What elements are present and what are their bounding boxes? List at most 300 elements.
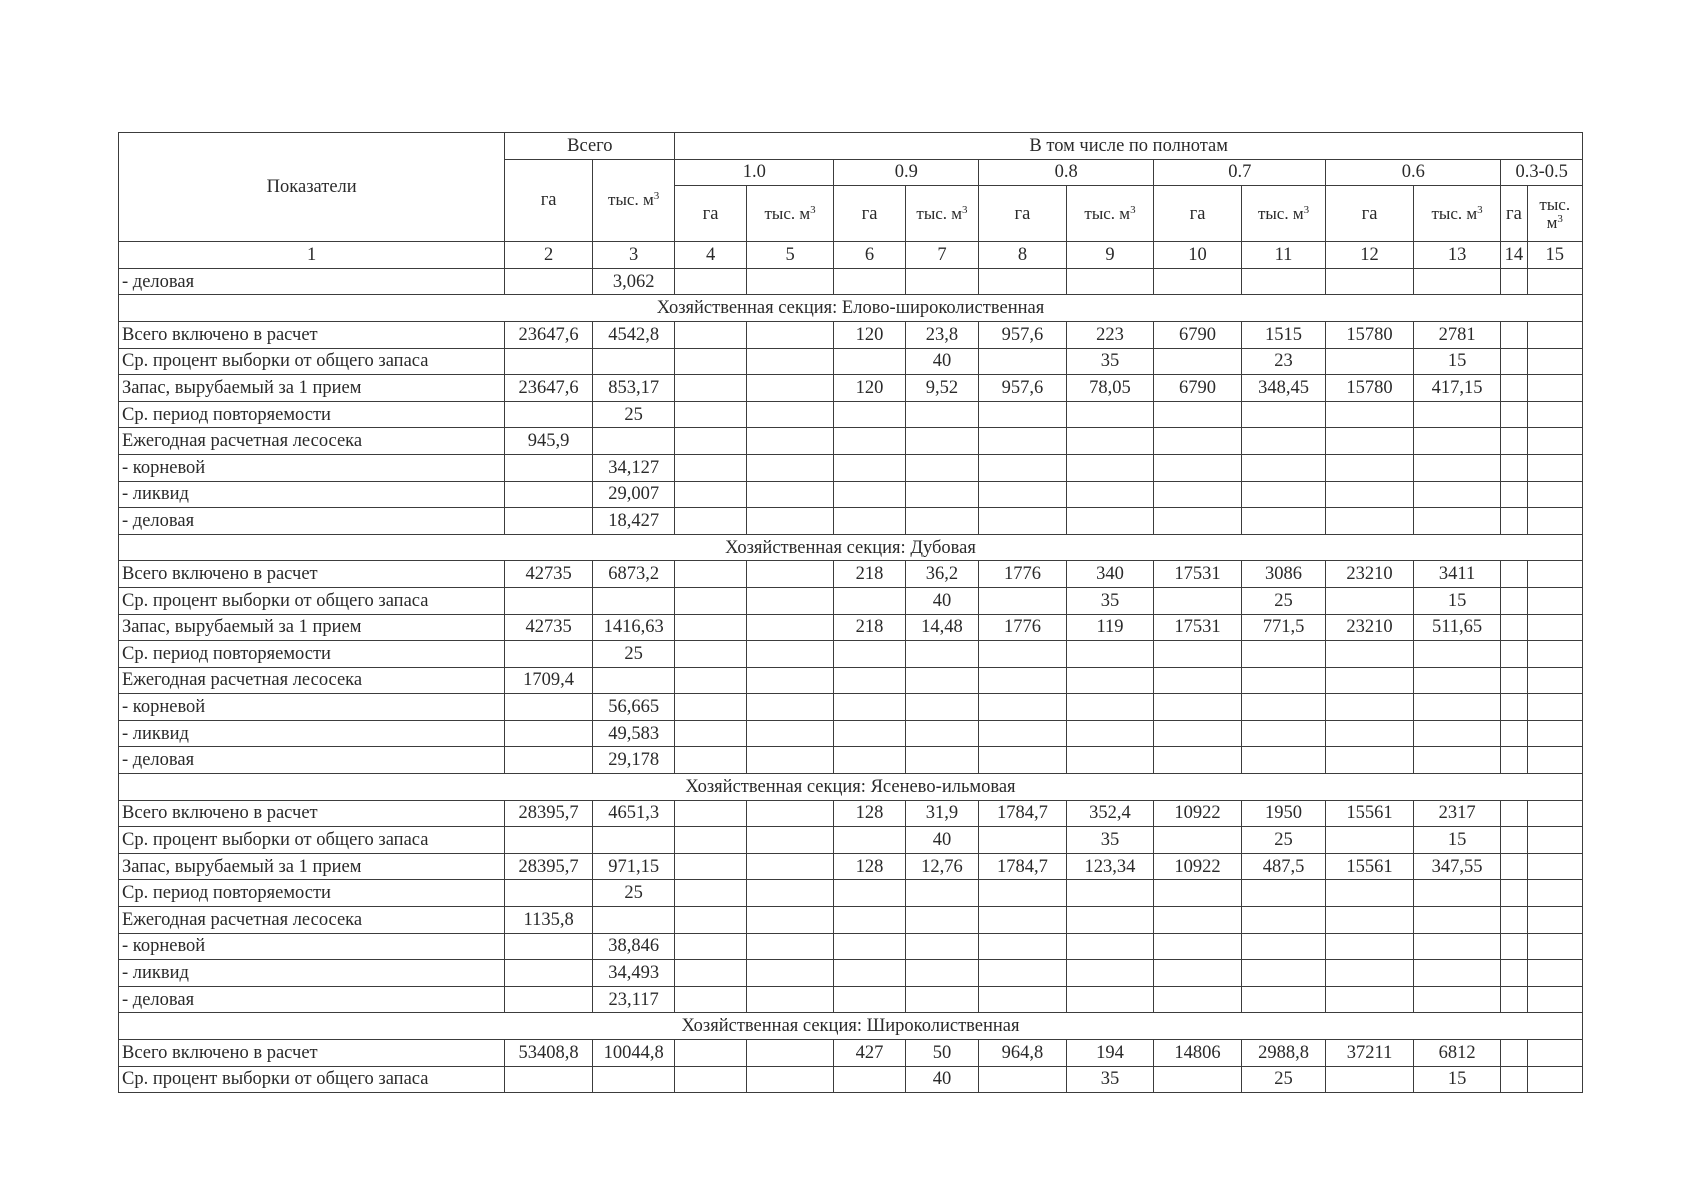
row-label: - ликвид: [119, 720, 505, 747]
table-cell: [1326, 880, 1414, 907]
table-cell: 28395,7: [505, 853, 593, 880]
table-cell: 78,05: [1066, 375, 1154, 402]
table-cell: [675, 508, 746, 535]
col-number: 9: [1066, 242, 1154, 269]
table-cell: [1326, 907, 1414, 934]
row-label: Всего включено в расчет: [119, 321, 505, 348]
table-cell: [675, 428, 746, 455]
table-cell: 40: [905, 1066, 978, 1093]
table-cell: 2781: [1413, 321, 1501, 348]
table-row: [119, 401, 1583, 428]
table-cell: [1413, 960, 1501, 987]
table-cell: [979, 694, 1067, 721]
table-cell: [1501, 933, 1527, 960]
table-cell: [675, 268, 746, 295]
table-cell: 25: [592, 401, 675, 428]
table-cell: 6873,2: [592, 561, 675, 588]
table-cell: [675, 614, 746, 641]
table-cell: [1326, 587, 1414, 614]
table-cell: [1527, 321, 1583, 348]
table-row: [119, 587, 1583, 614]
table-row: [119, 321, 1583, 348]
row-label: Запас, вырубаемый за 1 прием: [119, 853, 505, 880]
table-cell: [675, 986, 746, 1013]
table-cell: [1326, 508, 1414, 535]
header-m3: тыс. $м^3$: [1527, 186, 1583, 242]
col-number: 13: [1413, 242, 1501, 269]
table-cell: [1154, 986, 1242, 1013]
table-cell: 35: [1066, 348, 1154, 375]
table-cell: [834, 907, 905, 934]
table-cell: [675, 853, 746, 880]
table-cell: [675, 827, 746, 854]
table-cell: [1501, 1066, 1527, 1093]
forest-felling-table: [118, 132, 1583, 1093]
table-cell: [505, 401, 593, 428]
table-cell: [746, 428, 834, 455]
table-cell: [1154, 827, 1242, 854]
table-cell: 12,76: [905, 853, 978, 880]
row-label: Ср. процент выборки от общего запаса: [119, 587, 505, 614]
table-cell: 511,65: [1413, 614, 1501, 641]
table-cell: [1413, 641, 1501, 668]
table-cell: [746, 401, 834, 428]
table-cell: [1501, 268, 1527, 295]
header-total-ha: га: [505, 159, 593, 242]
table-cell: 853,17: [592, 375, 675, 402]
table-cell: [1527, 827, 1583, 854]
table-cell: [1066, 960, 1154, 987]
table-cell: [905, 720, 978, 747]
table-cell: [1501, 321, 1527, 348]
table-cell: [834, 880, 905, 907]
table-cell: [1241, 694, 1326, 721]
header-density-1-0: 1.0: [675, 159, 834, 186]
table-cell: [1527, 853, 1583, 880]
table-cell: 35: [1066, 1066, 1154, 1093]
table-cell: [1241, 986, 1326, 1013]
header-density-0-6: 0.6: [1326, 159, 1501, 186]
table-cell: [1501, 880, 1527, 907]
table-cell: 348,45: [1241, 375, 1326, 402]
table-cell: 119: [1066, 614, 1154, 641]
table-cell: [1154, 960, 1242, 987]
table-cell: [1241, 720, 1326, 747]
table-cell: [505, 268, 593, 295]
table-cell: 2317: [1413, 800, 1501, 827]
col-number: 12: [1326, 242, 1414, 269]
table-cell: [834, 1066, 905, 1093]
table-cell: 123,34: [1066, 853, 1154, 880]
table-cell: [905, 641, 978, 668]
table-cell: [1527, 614, 1583, 641]
table-cell: [1326, 481, 1414, 508]
table-cell: [746, 800, 834, 827]
col-number: 6: [834, 242, 905, 269]
section-title: Хозяйственная секция: Широколиственная: [119, 1013, 1583, 1040]
header-ha: га: [1501, 186, 1527, 242]
table-cell: [979, 880, 1067, 907]
section-header-row: [119, 1013, 1583, 1040]
col-number: 8: [979, 242, 1067, 269]
table-cell: [1527, 667, 1583, 694]
row-label: Всего включено в расчет: [119, 561, 505, 588]
table-cell: [1241, 641, 1326, 668]
table-cell: 29,178: [592, 747, 675, 774]
table-cell: 42735: [505, 561, 593, 588]
table-cell: 9,52: [905, 375, 978, 402]
row-label: - ликвид: [119, 481, 505, 508]
row-label: Запас, вырубаемый за 1 прием: [119, 614, 505, 641]
header-ha: га: [1326, 186, 1414, 242]
table-cell: 38,846: [592, 933, 675, 960]
table-cell: 487,5: [1241, 853, 1326, 880]
table-cell: [834, 454, 905, 481]
table-cell: [1501, 986, 1527, 1013]
table-cell: [1326, 641, 1414, 668]
table-cell: [1501, 481, 1527, 508]
header-density-0-8: 0.8: [979, 159, 1154, 186]
table-cell: [746, 694, 834, 721]
table-row: [119, 800, 1583, 827]
table-cell: 25: [1241, 587, 1326, 614]
table-cell: 964,8: [979, 1040, 1067, 1067]
header-indicators: Показатели: [119, 133, 505, 242]
table-cell: [1326, 720, 1414, 747]
header-ha: га: [1154, 186, 1242, 242]
table-cell: [1326, 428, 1414, 455]
table-cell: [1154, 428, 1242, 455]
table-cell: [1527, 800, 1583, 827]
table-cell: [746, 561, 834, 588]
table-cell: 40: [905, 348, 978, 375]
table-cell: [1241, 508, 1326, 535]
table-cell: [905, 960, 978, 987]
table-cell: [1066, 428, 1154, 455]
table-cell: [1241, 880, 1326, 907]
header-total-m3: тыс. $м^3$: [592, 159, 675, 242]
table-cell: [505, 587, 593, 614]
table-cell: [979, 960, 1067, 987]
col-number: 2: [505, 242, 593, 269]
table-cell: 40: [905, 827, 978, 854]
table-cell: [746, 508, 834, 535]
table-cell: [1527, 1066, 1583, 1093]
table-cell: 40: [905, 587, 978, 614]
table-cell: [675, 800, 746, 827]
table-cell: [1527, 508, 1583, 535]
table-cell: [1413, 481, 1501, 508]
table-cell: 15561: [1326, 853, 1414, 880]
row-label: Ср. процент выборки от общего запаса: [119, 348, 505, 375]
table-cell: [1501, 694, 1527, 721]
table-cell: 15780: [1326, 375, 1414, 402]
table-row: [119, 880, 1583, 907]
table-cell: [905, 747, 978, 774]
table-cell: 23647,6: [505, 375, 593, 402]
header-ha: га: [979, 186, 1067, 242]
col-number: 7: [905, 242, 978, 269]
table-row: [119, 827, 1583, 854]
col-number: 15: [1527, 242, 1583, 269]
table-row: [119, 614, 1583, 641]
table-cell: [746, 986, 834, 1013]
table-cell: [1154, 907, 1242, 934]
table-cell: [592, 587, 675, 614]
table-cell: 128: [834, 853, 905, 880]
col-number: 1: [119, 242, 505, 269]
table-cell: [675, 667, 746, 694]
table-cell: [746, 827, 834, 854]
table-cell: [675, 880, 746, 907]
table-cell: [979, 827, 1067, 854]
table-cell: 347,55: [1413, 853, 1501, 880]
col-number: 3: [592, 242, 675, 269]
table-cell: [592, 827, 675, 854]
section-header-row: [119, 295, 1583, 322]
table-cell: [675, 561, 746, 588]
table-cell: [834, 747, 905, 774]
table-cell: 18,427: [592, 508, 675, 535]
table-cell: [1326, 667, 1414, 694]
table-row: [119, 641, 1583, 668]
table-cell: 4651,3: [592, 800, 675, 827]
table-cell: 28395,7: [505, 800, 593, 827]
table-cell: 427: [834, 1040, 905, 1067]
table-cell: [1413, 454, 1501, 481]
table-cell: [905, 428, 978, 455]
col-number: 5: [746, 242, 834, 269]
table-row: [119, 986, 1583, 1013]
table-cell: [1527, 401, 1583, 428]
table-cell: 2988,8: [1241, 1040, 1326, 1067]
table-cell: [746, 481, 834, 508]
table-cell: [1501, 641, 1527, 668]
table-cell: 4542,8: [592, 321, 675, 348]
table-cell: [834, 667, 905, 694]
table-cell: [905, 481, 978, 508]
table-cell: [1241, 933, 1326, 960]
table-cell: [1501, 454, 1527, 481]
row-label: Ср. период повторяемости: [119, 641, 505, 668]
table-cell: [905, 907, 978, 934]
table-cell: 957,6: [979, 375, 1067, 402]
table-cell: [979, 720, 1067, 747]
table-cell: 49,583: [592, 720, 675, 747]
table-cell: 1416,63: [592, 614, 675, 641]
header-density-0-9: 0.9: [834, 159, 979, 186]
table-cell: [1527, 428, 1583, 455]
table-cell: [1326, 960, 1414, 987]
table-cell: [1154, 481, 1242, 508]
table-cell: 1784,7: [979, 853, 1067, 880]
table-cell: [746, 321, 834, 348]
table-cell: [1501, 747, 1527, 774]
table-cell: [834, 641, 905, 668]
table-cell: [1066, 933, 1154, 960]
table-cell: [1501, 800, 1527, 827]
table-cell: [592, 907, 675, 934]
column-number-row: [119, 242, 1583, 269]
table-cell: [979, 481, 1067, 508]
table-cell: [1501, 508, 1527, 535]
table-cell: [1527, 375, 1583, 402]
table-cell: [675, 720, 746, 747]
table-cell: [1066, 641, 1154, 668]
table-cell: 37211: [1326, 1040, 1414, 1067]
table-cell: 194: [1066, 1040, 1154, 1067]
table-cell: [746, 907, 834, 934]
table-cell: 1515: [1241, 321, 1326, 348]
table-row: [119, 720, 1583, 747]
table-cell: [1154, 401, 1242, 428]
table-cell: 15: [1413, 587, 1501, 614]
table-cell: [1413, 880, 1501, 907]
table-cell: [505, 694, 593, 721]
table-cell: [979, 508, 1067, 535]
table-cell: [505, 933, 593, 960]
table-cell: [1066, 508, 1154, 535]
table-cell: [1527, 907, 1583, 934]
table-cell: [505, 348, 593, 375]
table-cell: [592, 667, 675, 694]
col-number: 11: [1241, 242, 1326, 269]
table-cell: [1501, 960, 1527, 987]
table-cell: [1066, 667, 1154, 694]
table-cell: [1413, 508, 1501, 535]
table-cell: 25: [592, 880, 675, 907]
table-cell: 35: [1066, 587, 1154, 614]
table-cell: [905, 667, 978, 694]
table-cell: [675, 1066, 746, 1093]
table-cell: [746, 720, 834, 747]
table-cell: [1066, 720, 1154, 747]
table-row: [119, 375, 1583, 402]
table-cell: 1776: [979, 561, 1067, 588]
table-cell: [1413, 667, 1501, 694]
row-label: Ежегодная расчетная лесосека: [119, 428, 505, 455]
table-cell: [1154, 933, 1242, 960]
table-cell: 56,665: [592, 694, 675, 721]
table-cell: [1241, 667, 1326, 694]
table-cell: 17531: [1154, 561, 1242, 588]
row-label: - корневой: [119, 454, 505, 481]
table-cell: 23: [1241, 348, 1326, 375]
table-cell: [905, 508, 978, 535]
table-cell: [834, 827, 905, 854]
table-cell: [1501, 667, 1527, 694]
row-label: Ср. процент выборки от общего запаса: [119, 827, 505, 854]
table-cell: [1154, 720, 1242, 747]
table-cell: [1326, 827, 1414, 854]
header-ha: га: [675, 186, 746, 242]
row-label: Всего включено в расчет: [119, 1040, 505, 1067]
table-cell: [505, 454, 593, 481]
table-cell: [979, 747, 1067, 774]
table-cell: 25: [592, 641, 675, 668]
table-cell: 1950: [1241, 800, 1326, 827]
table-cell: [675, 348, 746, 375]
table-cell: [746, 960, 834, 987]
table-cell: [979, 428, 1067, 455]
table-cell: 42735: [505, 614, 593, 641]
table-cell: [592, 428, 675, 455]
row-label: - деловая: [119, 268, 505, 295]
header-m3: тыс. $м^3$: [746, 186, 834, 242]
table-cell: [505, 641, 593, 668]
table-cell: [1527, 880, 1583, 907]
table-cell: [746, 268, 834, 295]
header-density-0-7: 0.7: [1154, 159, 1326, 186]
col-number: 14: [1501, 242, 1527, 269]
table-cell: [1066, 880, 1154, 907]
table-cell: [834, 587, 905, 614]
table-cell: [1326, 694, 1414, 721]
header-m3: тыс. $м^3$: [1241, 186, 1326, 242]
table-cell: [1527, 694, 1583, 721]
table-cell: [979, 1066, 1067, 1093]
table-cell: [1413, 268, 1501, 295]
table-cell: [1066, 268, 1154, 295]
table-cell: 1709,4: [505, 667, 593, 694]
table-cell: 3,062: [592, 268, 675, 295]
table-cell: 3086: [1241, 561, 1326, 588]
table-cell: [834, 428, 905, 455]
table-cell: [675, 960, 746, 987]
table-row: [119, 348, 1583, 375]
table-cell: [1527, 933, 1583, 960]
table-cell: [675, 587, 746, 614]
table-cell: 23647,6: [505, 321, 593, 348]
table-cell: 218: [834, 614, 905, 641]
table-cell: [979, 401, 1067, 428]
table-cell: [1501, 720, 1527, 747]
header-m3: тыс. $м^3$: [905, 186, 978, 242]
table-row: [119, 268, 1583, 295]
table-cell: [1326, 401, 1414, 428]
table-cell: [905, 880, 978, 907]
table-row: [119, 454, 1583, 481]
table-cell: 10044,8: [592, 1040, 675, 1067]
table-cell: [1154, 747, 1242, 774]
table-cell: [1501, 907, 1527, 934]
table-cell: 17531: [1154, 614, 1242, 641]
table-cell: [1241, 747, 1326, 774]
row-label: - корневой: [119, 694, 505, 721]
table-cell: [1066, 401, 1154, 428]
table-cell: [1501, 561, 1527, 588]
table-cell: [905, 401, 978, 428]
table-cell: [1066, 454, 1154, 481]
table-row: [119, 907, 1583, 934]
table-cell: [1413, 428, 1501, 455]
table-cell: 15780: [1326, 321, 1414, 348]
section-header-row: [119, 534, 1583, 561]
table-cell: [746, 747, 834, 774]
table-cell: 957,6: [979, 321, 1067, 348]
row-label: - корневой: [119, 933, 505, 960]
row-label: Запас, вырубаемый за 1 прием: [119, 375, 505, 402]
table-cell: [905, 268, 978, 295]
table-cell: 10922: [1154, 800, 1242, 827]
table-cell: 15561: [1326, 800, 1414, 827]
table-cell: 417,15: [1413, 375, 1501, 402]
table-cell: 1784,7: [979, 800, 1067, 827]
table-cell: [505, 1066, 593, 1093]
table-cell: [675, 747, 746, 774]
table-cell: [1527, 720, 1583, 747]
table-cell: [1413, 986, 1501, 1013]
